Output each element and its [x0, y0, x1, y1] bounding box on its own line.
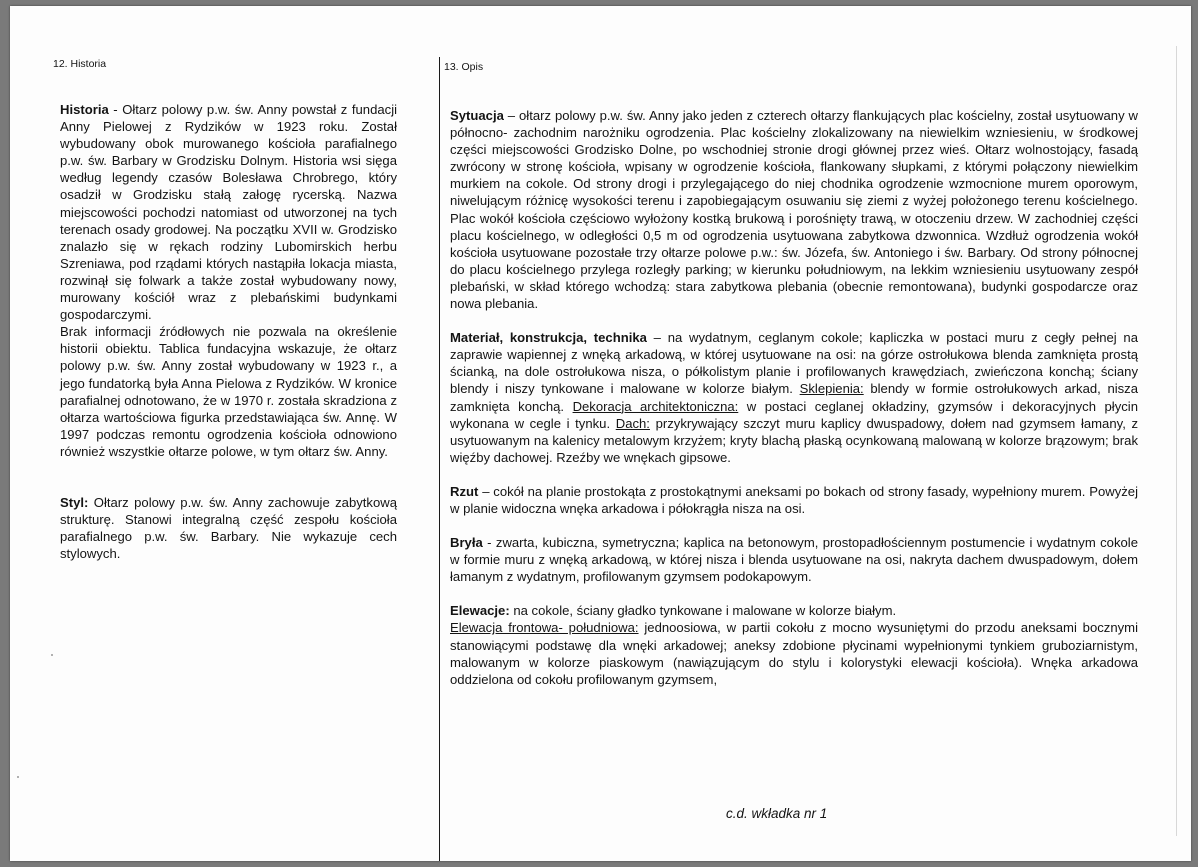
dekoracja-text: w postaci ceglanej okładziny, gzymsów i dekoracyjnych płycin wykonana w cegle i tynku.	[450, 398, 1138, 431]
bryla-paragraph	[450, 534, 1138, 585]
styl-text: Ołtarz polowy p.w. św. Anny zachowuje zabytkową strukturę. Stanowi integralną część zespołu kościoła parafialnego p.w. św. Barbary. Nie wykazuje cech stylowych.	[60, 494, 397, 562]
rzut-text: – cokół na planie prostokąta z prostokątnymi aneksami po bokach od strony fasady, wypełniony murem. Powyżej w planie widoczna wnęka arkadowa i półokrągła nisza na osi.	[450, 483, 1138, 516]
styl-label: Styl:	[60, 494, 89, 510]
styl-paragraph	[60, 494, 397, 562]
sklepienia-text: blendy w formie ostrołukowych arkad, nisza zamknięta konchą.	[450, 381, 1139, 414]
rzut-paragraph	[450, 483, 1138, 517]
elewacje-label: Elewacje:	[450, 603, 510, 619]
sytuacja-text: – ołtarz polowy p.w. św. Anny jako jeden z czterech ołtarzy flankujących plac kościelny, został usytuowany w północno- zachodnim narożniku ogrodzenia. Plac kościelny zlokalizowany na niewielkim wzniesieniu, w środkowej części miejscowości Grodzisko Dolne, po wschodniej stronie drogi głównej przez wieś. Ołtarz wolnostojący, fasadą zwrócony w stronę kościoła, wpisany w ogrodzenie kościoła, flankowany słupkami, z którymi połączony niewielkim murkiem na cokole. Od strony drogi i przylegającego do niej chodnika ogrodzenie wzmocnione murem oporowym, niwelującym różnicę wysokości terenu i zapobiegającym osuwaniu się ziemi z wyżej położonego terenu kościelnego. Plac wokół kościoła częściowo wyłożony kostką brukową i porośnięty trawą, w otoczeniu drzew. W zachodniej części placu kościelnego, w odległości 0,5 m od ogrodzenia usytuowana zabytkowa dzwonnica. Wzdłuż ogrodzenia wokół kościoła usytuowane pozostałe trzy ołtarze polowe p.w.: św. Józefa, św. Antoniego i św. Barbary. Od strony północnej do placu kościelnego przylega rozległy parking; w kierunku południowym, na lekkim wzniesieniu usytuowany zespół plebański, w skład którego wchodzą: stara zabytkowa plebania (obecnie remontowana), budynki gospodarcze oraz nowa plebania.	[450, 108, 1139, 312]
historia-label: Historia	[60, 102, 109, 117]
elewacje-paragraph	[450, 602, 1138, 619]
dach-text: przykrywający szczyt muru kaplicy dwuspadowy, dołem nad gzymsem łamany, z usytuowanym na kalenicy metalowym krzyżem; kryty blachą płaską ocynkowaną malowaną w kolorze brązowym; brak więźby dachowej. Rzeźby we wnękach gipsowe.	[450, 415, 1139, 465]
scan-speck	[51, 654, 53, 656]
material-text: – na wydatnym, ceglanym cokole; kapliczka w postaci muru z cegły pełnej na zaprawie wapiennej z wnęką arkadową, w której usytuowane na osi: na górze ostrołukowa blenda zamknięta prostą ścianką, na dole ostrołukowa nisza, o półkolistym planie i profilowanych krawędziach, zwieńczona konchą; ściany blendy i niszy tynkowane i malowane w kolorze białym.	[450, 330, 1138, 397]
historia-text: - Ołtarz polowy p.w. św. Anny powstał z fundacji Anny Pielowej z Rydzików w 1923 roku. Został wybudowany obok murowanego kościoła parafialnego p.w. św. Barbary w Grodzisku Dolnym. Historia wsi sięga według legendy czasów Bolesława Chrobrego, który osadził w Grodzisku stałą załogę rycerską. Nazwa miejscowości pochodzi natomiast od utworzonej na tych terenach osady grodowej. Na początku XVII w. Grodzisko znalazło się w rękach rodziny Lubomirskich herbu Szreniawa, pod rządami których nastąpiła lokacja miasta, rozwinął się folwark a także został wybudowany nowy, murowany kościół wraz z plebańskimi budynkami gospodarczymi.	[60, 102, 398, 323]
elewacja-frontowa-paragraph	[450, 619, 1138, 687]
material-label: Materiał, konstrukcja, technika	[450, 330, 647, 346]
sytuacja-label: Sytuacja	[450, 108, 504, 123]
dekoracja-label: Dekoracja architektoniczna:	[572, 398, 739, 414]
dach-label: Dach:	[615, 415, 650, 431]
elewacje-text: na cokole, ściany gładko tynkowane i malowane w kolorze białym.	[513, 603, 897, 619]
sytuacja-paragraph	[450, 107, 1138, 312]
rzut-label: Rzut	[450, 483, 479, 499]
page-edge-line	[1176, 46, 1177, 836]
historia-paragraph-2: Brak informacji źródłowych nie pozwala na określenie historii obiektu. Tablica fundacyjna wskazuje, że ołtarz polowy p.w. św. Anny został wybudowany w 1923 r., a jego fundatorką była Anna Pielowa z Rydzików. W kronice parafialnej odnotowano, że w 1970 r. została skradziona z ołtarza wartościowa figurka przedstawiająca św. Annę. W 1997 podczas remontu ogrodzenia kościoła odnowiono również wszystkie ołtarze polowe, w tym ołtarz św. Anny.	[60, 324, 397, 459]
history-column	[60, 101, 397, 562]
column-divider	[439, 57, 440, 861]
historia-paragraph	[60, 101, 397, 323]
elewacja-frontowa-text: jednoosiowa, w partii cokołu z mocno wysuniętymi do przodu aneksami bocznymi stanowiącymi podstawę dla wnęki arkadowej; aneksy zdobione płycinami wypełnionymi tynkiem gruboziarnistym, malowanym w kolorze piaskowym (nawiązującym do stylu i kolorystyki elewacji kościoła). Wnęka arkadowa oddzielona od cokołu profilowanym gzymsem,	[450, 620, 1138, 687]
document-page	[10, 6, 1191, 861]
elewacja-frontowa-label: Elewacja frontowa- południowa:	[450, 620, 639, 636]
description-column	[450, 107, 1138, 688]
bryla-text: - zwarta, kubiczna, symetryczna; kaplica na betonowym, prostopadłościennym postumencie i wydatnym cokole w formie muru z wnęką arkadową, w której nisza i blenda usytuowane na osi, nakryta dachem dwuspadowym, dołem łamanym z wydatnym, profilowanym gzymsem podokapowym.	[450, 535, 1138, 585]
continuation-note: c.d. wkładka nr 1	[726, 806, 828, 821]
sklepienia-label: Sklepienia:	[799, 381, 864, 397]
bryla-label: Bryła	[450, 535, 483, 551]
left-column-header: 12. Historia	[53, 58, 107, 70]
scan-speck	[17, 776, 19, 778]
right-column-header: 13. Opis	[444, 61, 484, 73]
material-paragraph	[450, 329, 1138, 466]
